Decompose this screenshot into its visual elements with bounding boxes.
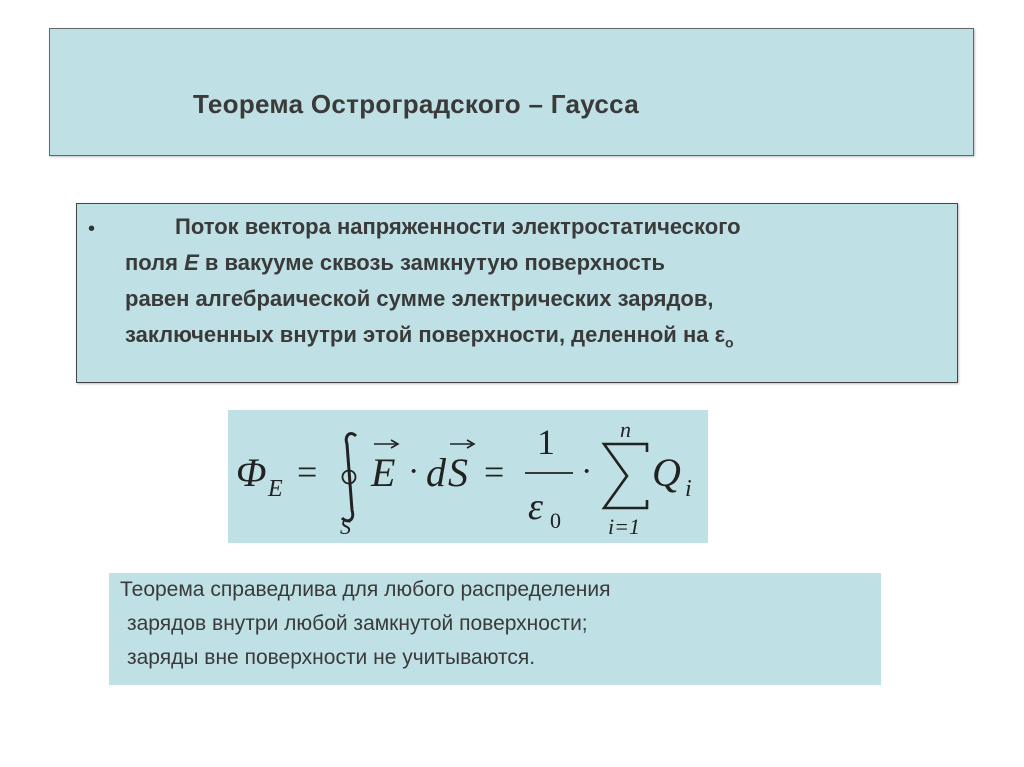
statement-line-3: равен алгебраической сумме электрических зарядов,: [125, 286, 714, 311]
multiplication-dot: ·: [581, 453, 593, 490]
fraction-denominator: ε: [528, 486, 543, 528]
equals-sign-2: =: [484, 452, 505, 492]
field-symbol-e: E: [184, 250, 199, 275]
differential-d: d: [426, 450, 446, 495]
note-box: [109, 573, 881, 685]
flux-symbol: Φ: [236, 450, 267, 495]
statement-line-1: Поток вектора напряженности электростатического: [175, 214, 741, 239]
fraction-numerator: 1: [537, 422, 555, 462]
integral-subscript: S: [340, 514, 351, 539]
bullet-point: •: [88, 218, 96, 240]
denominator-subscript: 0: [550, 508, 561, 533]
vector-e: E: [371, 450, 396, 495]
note-line-1: Теорема справедлива для любого распределения: [120, 578, 611, 601]
vector-s: S: [448, 450, 468, 495]
integral-sign: [342, 434, 356, 521]
sum-upper-limit: n: [620, 417, 631, 442]
slide-title: Теорема Остроградского – Гаусса: [193, 89, 639, 119]
charge-subscript: i: [685, 476, 692, 502]
charge-q: Q: [652, 450, 681, 495]
gauss-formula: [228, 410, 708, 543]
flux-subscript: E: [268, 476, 283, 502]
note-line-2: зарядов внутри любой замкнутой поверхности;: [127, 612, 588, 635]
title-box: [49, 28, 974, 156]
epsilon-subscript: o: [725, 334, 734, 351]
equals-sign-1: =: [297, 452, 318, 492]
statement-line-4: [125, 322, 734, 350]
theorem-statement-box: [76, 203, 958, 383]
statement-line-4-pre: заключенных внутри этой поверхности, деленной на: [125, 322, 715, 347]
sum-lower-limit: i=1: [608, 514, 640, 539]
epsilon-symbol: ε: [714, 322, 726, 347]
summation-sign: [604, 444, 647, 508]
note-line-3: заряды вне поверхности не учитываются.: [127, 646, 536, 669]
statement-line-2-post: в вакууме сквозь замкнутую поверхность: [198, 250, 665, 275]
dot-product: ·: [408, 453, 420, 490]
statement-line-2: [125, 250, 665, 276]
formula-box: [228, 410, 708, 543]
statement-line-2-pre: поля: [125, 250, 185, 275]
